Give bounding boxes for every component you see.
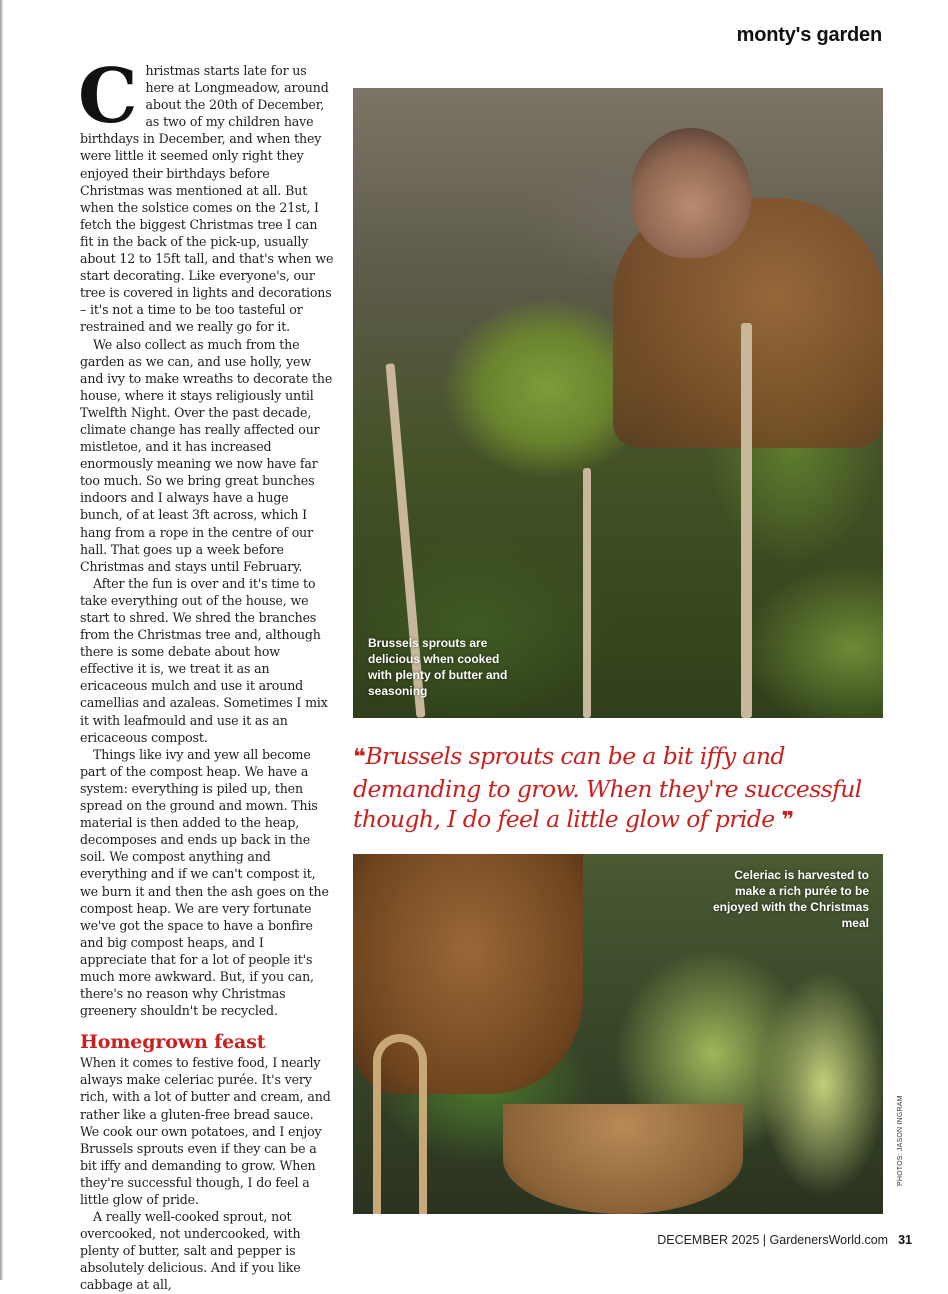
page-number: 31 (898, 1233, 912, 1247)
brussels-sprouts-photo (353, 88, 883, 718)
article-paragraph: After the fun is over and it's time to take everything out of the house, we start to shred. We shred the branches from the Christmas tree and, although there is some debate about how effective it is, we treat it as an ericaceous mulch and use it around camellias and azaleas. Sometimes I mix it with leafmould and use it as an ericaceous compost. (80, 575, 328, 745)
drop-cap: C (78, 52, 138, 140)
celeriac-harvest-photo (353, 854, 883, 1214)
photo-caption: Brussels sprouts are delicious when cooked with plenty of butter and seasoning (368, 636, 508, 698)
bamboo-cane (741, 323, 752, 718)
page-spine-shadow (0, 0, 3, 1280)
article-paragraph: Things like ivy and yew all become part of the compost heap. We have a system: everything is piled up, then spread on the ground and mown. This material is then added to the heap, decomposes and ends up back in the soil. We compost anything and everything and if we can't compost it, we burn it and then the ash goes on the compost heap. We are very fortunate we've got the space to have a bonfire and big compost heaps, and I appreciate that for a lot of people it's much more awkward. But, if you can, there's no reason why Christmas greenery shouldn't be recycled. (80, 746, 329, 1019)
pull-quote (353, 741, 888, 837)
article-paragraph: A really well-cooked sprout, not overcooked, not undercooked, with plenty of butter, salt and pepper is absolutely delicious. And if you like cabbage at all, (80, 1209, 301, 1293)
article-paragraph: hristmas starts late for us here at Longmeadow, around about the 20th of December, as two of my children have birthdays in December, and when they were little it seemed only right they enjoyed their birthdays before Christmas was mentioned at all. But when the solstice comes on the 21st, I fetch the biggest Christmas tree I can fit in the back of the pick-up, usually about 12 to 15ft tall, and that's when we start decorating. Like everyone's, our tree is covered in lights and decorations – it's not a time to be too tasteful or restrained and we really go for it. (80, 63, 334, 335)
open-quote-mark: ❝ (353, 745, 366, 770)
section-title: monty's garden (736, 24, 882, 46)
photo-figure-head (631, 128, 751, 258)
pull-quote-text: Brussels sprouts can be a bit iffy and demanding to grow. When they're successful though, I do feel a little glow of pride (353, 742, 862, 833)
photo-credit: PHOTOS: JASON INGRAM (897, 1095, 904, 1186)
bamboo-cane (583, 468, 591, 718)
article-body (78, 52, 334, 1294)
photo-caption: Celeriac is harvested to make a rich purée to be enjoyed with the Christmas meal (712, 868, 869, 930)
page-footer (657, 1233, 912, 1247)
article-paragraph: When it comes to festive food, I nearly always make celeriac purée. It's very rich, with a lot of butter and cream, and rather like a gluten-free bread sauce. We cook our own potatoes, and I enjoy Brussels sprouts even if they can be a bit iffy and demanding to grow. When they're successful though, I do feel a little glow of pride. (80, 1055, 331, 1207)
close-quote-mark: ❞ (781, 808, 794, 833)
trug-basket (503, 1104, 743, 1214)
trug-handle (373, 1034, 427, 1214)
subheading-homegrown-feast: Homegrown feast (80, 1031, 266, 1054)
footer-issue-site: DECEMBER 2025 | GardenersWorld.com (657, 1233, 889, 1247)
article-paragraph: We also collect as much from the garden as we can, and use holly, yew and ivy to make wreaths to decorate the house, where it stays religiously until Twelfth Night. Over the past decade, climate change has really affected our mistletoe, and it has increased enormously meaning we now have far too much. So we bring great bunches indoors and I always have a huge bunch, of at least 3ft across, which I hang from a rope in the centre of our hall. That goes up a week before Christmas and stays until February. (80, 336, 333, 574)
